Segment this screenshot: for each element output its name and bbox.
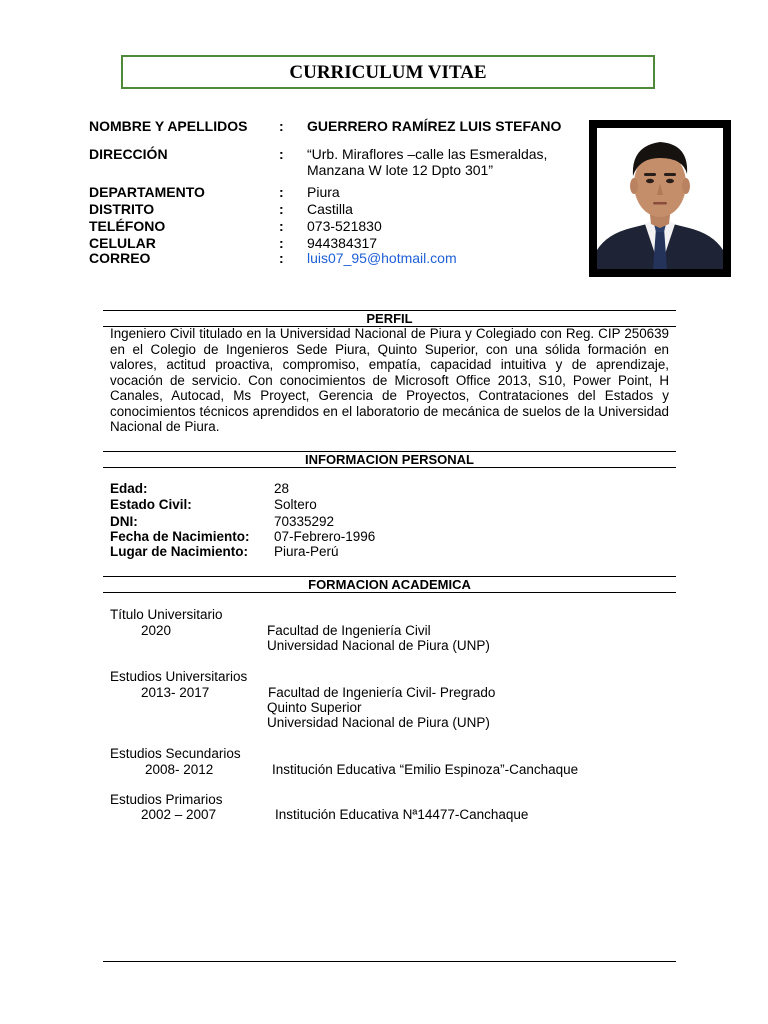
civil-status-value: Soltero <box>274 497 317 512</box>
contact-value-address: “Urb. Miraflores –calle las Esmeraldas, <box>307 146 548 162</box>
cv-title-box <box>121 55 655 89</box>
contact-label-department: DEPARTAMENTO <box>89 184 205 200</box>
university-year: 2013- 2017 <box>141 685 210 700</box>
colon: : <box>279 201 284 217</box>
university-label: Estudios Universitarios <box>110 669 248 684</box>
contact-label-district: DISTRITO <box>89 201 155 217</box>
colon: : <box>279 218 284 234</box>
degree-year: 2020 <box>141 623 172 638</box>
colon: : <box>279 250 284 266</box>
university-line1: Facultad de Ingeniería Civil- Pregrado <box>268 685 496 700</box>
degree-line2: Universidad Nacional de Piura (UNP) <box>267 638 490 653</box>
contact-label-phone: TELÉFONO <box>89 218 166 234</box>
birth-date-label: Fecha de Nacimiento: <box>110 529 250 544</box>
contact-value-email-link[interactable]: luis07_95@hotmail.com <box>307 250 457 266</box>
contact-label-email: CORREO <box>89 250 151 266</box>
degree-label: Título Universitario <box>110 607 223 622</box>
contact-label-mobile: CELULAR <box>89 235 156 251</box>
academic-heading: FORMACION ACADEMICA <box>103 576 676 593</box>
university-line3: Universidad Nacional de Piura (UNP) <box>267 715 490 730</box>
contact-value-department: Piura <box>307 184 340 200</box>
birth-place-label: Lugar de Nacimiento: <box>110 544 249 559</box>
perfil-text: Ingeniero Civil titulado en la Universidad Nacional de Piura y Colegiado con Reg. CIP 250639 en el Colegio de Ingenieros Sede Piura, Quinto Superior, con una sólida formación en valores, actitud proactiva, compromiso, empatía, capacidad intuitiva y de aprendizaje, vocación de servicio. Con conocimientos de Microsoft Office 2013, S10, Power Point, H Canales, Autocad, Ms Proyect, Gerencia de Proyectos, Contrataciones del Estados y conocimientos técnicos aprendidos en el laboratorio de mecánica de suelos de la Universidad Nacional de Piura. <box>110 326 669 434</box>
profile-photo <box>589 120 731 277</box>
age-label: Edad: <box>110 481 148 496</box>
birth-place-value: Piura-Perú <box>274 544 339 559</box>
colon: : <box>279 118 284 134</box>
secondary-line1: Institución Educativa “Emilio Espinoza”-Canchaque <box>272 762 579 777</box>
primary-year: 2002 – 2007 <box>141 807 217 822</box>
dni-value: 70335292 <box>274 514 335 529</box>
secondary-year: 2008- 2012 <box>145 762 214 777</box>
age-value: 28 <box>274 481 290 496</box>
primary-line1: Institución Educativa Nª14477-Canchaque <box>275 807 529 822</box>
colon: : <box>279 146 284 162</box>
contact-value-mobile: 944384317 <box>307 235 378 251</box>
dni-label: DNI: <box>110 514 138 529</box>
birth-date-value: 07-Febrero-1996 <box>274 529 376 544</box>
perfil-heading: PERFIL <box>103 310 676 327</box>
colon: : <box>279 235 284 251</box>
colon: : <box>279 184 284 200</box>
contact-value-address-line2: Manzana W lote 12 Dpto 301” <box>307 162 493 178</box>
contact-value-district: Castilla <box>307 201 353 217</box>
primary-label: Estudios Primarios <box>110 792 223 807</box>
cv-title: CURRICULUM VITAE <box>289 62 487 83</box>
contact-label-name: NOMBRE Y APELLIDOS <box>89 118 248 134</box>
degree-line1: Facultad de Ingeniería Civil <box>267 623 431 638</box>
contact-label-address: DIRECCIÓN <box>89 146 168 162</box>
footer-divider <box>103 961 676 962</box>
university-line2: Quinto Superior <box>267 700 362 715</box>
contact-value-name: GUERRERO RAMÍREZ LUIS STEFANO <box>307 118 562 134</box>
contact-value-phone: 073-521830 <box>307 218 382 234</box>
secondary-label: Estudios Secundarios <box>110 746 241 761</box>
civil-status-label: Estado Civil: <box>110 497 192 512</box>
personal-info-heading: INFORMACION PERSONAL <box>103 451 676 468</box>
profile-photo-image <box>597 128 723 269</box>
